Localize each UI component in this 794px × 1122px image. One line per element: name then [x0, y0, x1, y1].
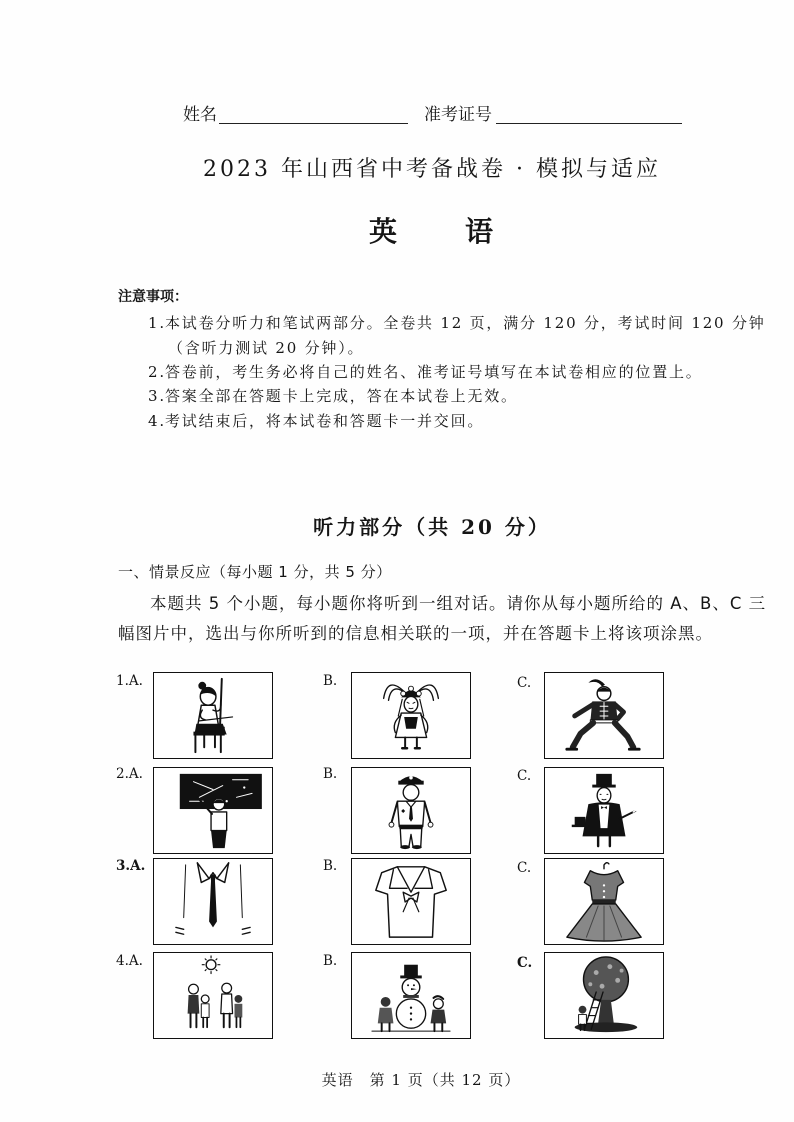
name-blank-line: [219, 123, 408, 124]
q2-option-c-picture: [544, 767, 664, 854]
dress-illustration: [545, 859, 663, 944]
notice-item-number: 2.: [148, 363, 166, 381]
name-label: 姓名: [183, 105, 217, 125]
q4-option-b-label: B.: [323, 953, 338, 969]
notice-heading: 注意事项：: [118, 289, 188, 305]
notice-item-number: 1.: [148, 314, 166, 332]
q1-option-c-picture: [544, 672, 664, 759]
page-footer: 英语 第 1 页（共 12 页）: [321, 1071, 521, 1089]
exam-id-label: 准考证号: [424, 105, 492, 125]
q3-option-c-label: C.: [517, 860, 532, 876]
q2-option-b-label: B.: [323, 766, 338, 782]
shirt-and-tie-illustration: [154, 859, 272, 944]
notice-item-text: 答案全部在答题卡上完成，答在本试卷上无效。: [165, 387, 518, 405]
exam-id-blank-line: [496, 123, 682, 124]
notice-item-text: （含听力测试 20 分钟）。: [168, 339, 365, 357]
subject-title: 英 语: [368, 215, 497, 248]
snowman-with-children-illustration: [352, 953, 470, 1038]
listening-section-title: 听力部分（共 20 分）: [313, 515, 551, 539]
tree-with-ladder-illustration: [545, 953, 663, 1038]
q2-option-a-label: 2.A.: [116, 766, 143, 782]
q3-option-a-picture: [153, 858, 273, 945]
sailor-blouse-illustration: [352, 859, 470, 944]
q4-option-c-picture: [544, 952, 664, 1039]
kung-fu-illustration: [545, 673, 663, 758]
q1-option-c-label: C.: [517, 675, 532, 691]
q3-option-a-label: 3.A.: [116, 858, 146, 874]
q2-option-b-picture: [351, 767, 471, 854]
q1-option-b-label: B.: [323, 673, 338, 689]
q3-option-b-picture: [351, 858, 471, 945]
q3-option-b-label: B.: [323, 858, 338, 874]
part1-heading: 一、情景反应（每小题 1 分，共 5 分）: [118, 563, 392, 581]
q1-option-a-picture: [153, 672, 273, 759]
erhu-player-illustration: [154, 673, 272, 758]
exam-title: 2023 年山西省中考备战卷 · 模拟与适应: [203, 157, 661, 182]
q2-option-a-picture: [153, 767, 273, 854]
police-officer-illustration: [352, 768, 470, 853]
q2-option-c-label: C.: [517, 768, 532, 784]
q3-option-c-picture: [544, 858, 664, 945]
magician-illustration: [545, 768, 663, 853]
part1-instruction-line: 幅图片中，选出与你所听到的信息相关联的一项，并在答题卡上将该项涂黑。: [118, 624, 713, 643]
part1-instruction-line: 本题共 5 个小题，每小题你将听到一组对话。请你从每小题所给的 A、B、C 三: [150, 594, 767, 613]
q1-option-a-label: 1.A.: [116, 673, 143, 689]
q4-option-c-label: C.: [517, 955, 533, 971]
notice-item-text: 考试结束后，将本试卷和答题卡一并交回。: [165, 412, 485, 430]
q4-option-a-picture: [153, 952, 273, 1039]
q4-option-a-label: 4.A.: [116, 953, 143, 969]
notice-item-number: 4.: [148, 412, 166, 430]
peking-opera-illustration: [352, 673, 470, 758]
q1-option-b-picture: [351, 672, 471, 759]
notice-item-number: 3.: [148, 387, 166, 405]
q4-option-b-picture: [351, 952, 471, 1039]
notice-item-text: 本试卷分听力和笔试两部分。全卷共 12 页，满分 120 分，考试时间 120 分钟: [165, 314, 766, 332]
family-with-sun-illustration: [154, 953, 272, 1038]
notice-item-text: 答卷前，考生务必将自己的姓名、准考证号填写在本试卷相应的位置上。: [165, 363, 703, 381]
teacher-blackboard-illustration: [154, 768, 272, 853]
